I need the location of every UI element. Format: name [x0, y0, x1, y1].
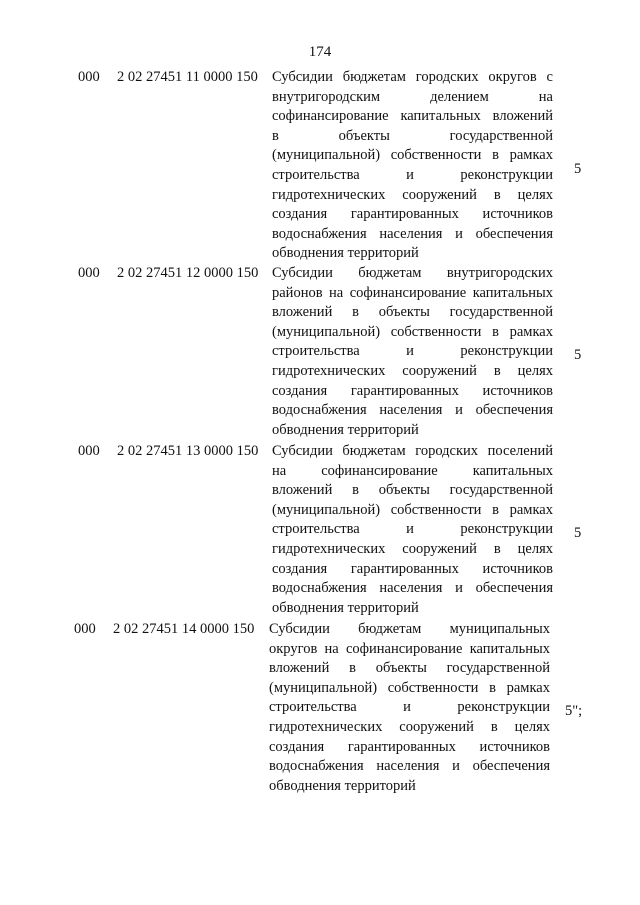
description-line: создания гарантированных источников [272, 382, 553, 399]
entry-value: 5 [574, 525, 582, 541]
description-line: создания гарантированных источников [272, 206, 553, 223]
description-line: обводнения территорий [269, 777, 416, 794]
entry-description [272, 264, 553, 440]
description-line: водоснабжения населения и обеспечения [272, 225, 553, 242]
entry-description [272, 68, 553, 264]
description-line: создания гарантированных источников [269, 738, 550, 755]
description-line: (муниципальной) собственности в рамках [272, 147, 553, 164]
description-line: водоснабжения населения и обеспечения [269, 758, 550, 775]
budget-code: 2 02 27451 12 0000 150 [117, 265, 259, 281]
description-line: вложений в объекты государственной [269, 660, 550, 677]
description-line: на софинансирование капитальных [272, 462, 553, 479]
entry-description [269, 620, 550, 796]
admin-code: 000 [78, 69, 100, 85]
description-line: строительства и реконструкции [272, 166, 553, 183]
description-line: строительства и реконструкции [269, 699, 550, 716]
description-line: гидротехнических сооружений в целях [272, 186, 553, 203]
admin-code: 000 [74, 621, 96, 637]
description-line: Субсидии бюджетам муниципальных [269, 621, 550, 637]
description-line: (муниципальной) собственности в рамках [272, 501, 553, 518]
description-line: округов на софинансирование капитальных [269, 640, 550, 657]
entry-description [272, 442, 553, 618]
description-line: строительства и реконструкции [272, 521, 553, 538]
description-line: Субсидии бюджетам городских округов с [272, 69, 553, 85]
description-line: водоснабжения населения и обеспечения [272, 402, 553, 419]
description-line: в объекты государственной [272, 127, 553, 144]
description-line: строительства и реконструкции [272, 343, 553, 360]
description-line: обводнения территорий [272, 245, 419, 262]
description-line: водоснабжения населения и обеспечения [272, 580, 553, 597]
description-line: создания гарантированных источников [272, 560, 553, 577]
description-line: (муниципальной) собственности в рамках [272, 323, 553, 340]
description-line: вложений в объекты государственной [272, 304, 553, 321]
admin-code: 000 [78, 443, 100, 459]
admin-code: 000 [78, 265, 100, 281]
description-line: обводнения территорий [272, 421, 419, 438]
entry-value: 5 [574, 161, 582, 177]
description-line: гидротехнических сооружений в целях [269, 718, 550, 735]
description-line: софинансирование капитальных вложений [272, 108, 553, 125]
description-line: районов на софинансирование капитальных [272, 284, 553, 301]
description-line: обводнения территорий [272, 599, 419, 616]
description-line: гидротехнических сооружений в целях [272, 540, 553, 557]
description-line: Субсидии бюджетам внутригородских [272, 265, 553, 281]
description-line: внутригородским делением на [272, 88, 553, 105]
description-line: (муниципальной) собственности в рамках [269, 679, 550, 696]
description-line: вложений в объекты государственной [272, 482, 553, 499]
budget-code: 2 02 27451 11 0000 150 [117, 69, 258, 85]
description-line: Субсидии бюджетам городских поселений [272, 443, 553, 459]
entry-value: 5 [574, 347, 582, 363]
page-number: 174 [308, 44, 332, 60]
entry-value: 5"; [565, 703, 583, 719]
budget-code: 2 02 27451 14 0000 150 [113, 621, 255, 637]
budget-code: 2 02 27451 13 0000 150 [117, 443, 259, 459]
description-line: гидротехнических сооружений в целях [272, 362, 553, 379]
